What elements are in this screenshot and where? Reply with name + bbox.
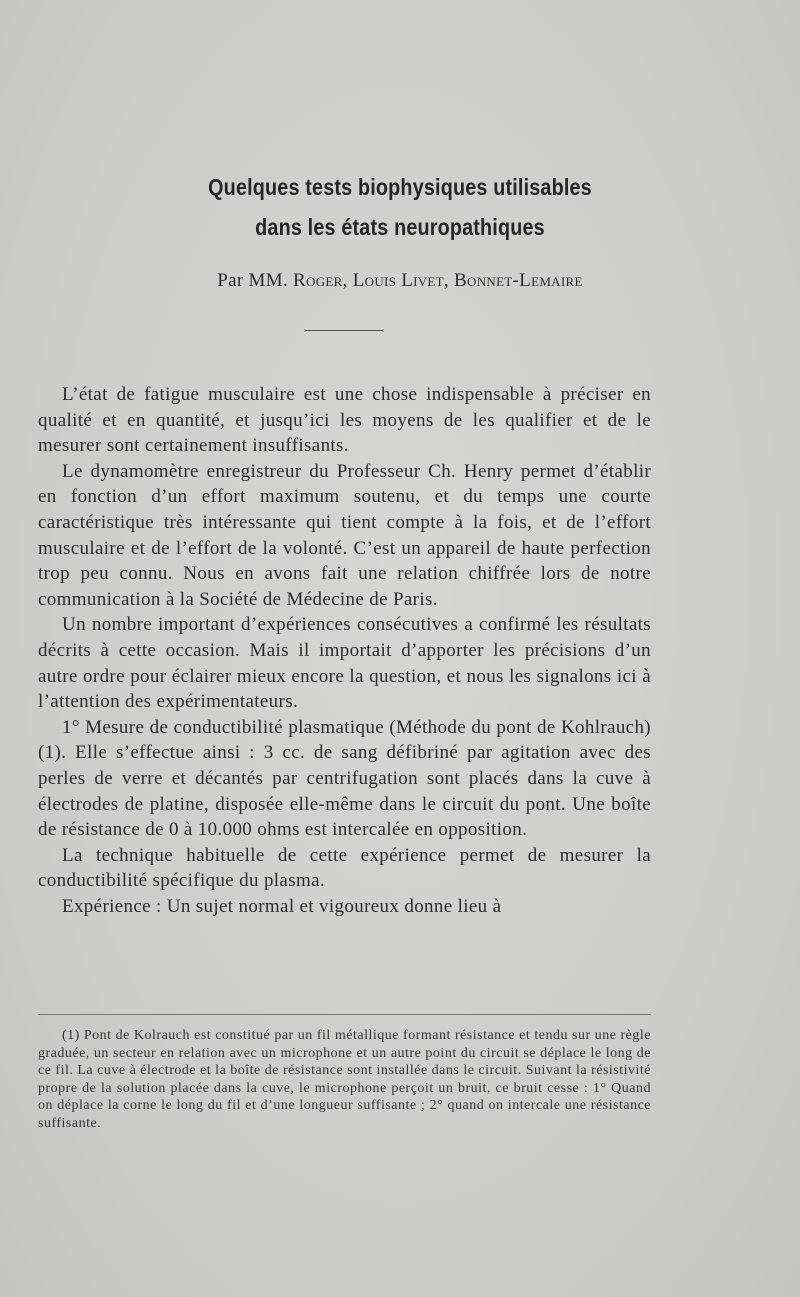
article-title-line-2: dans les états neuropathiques <box>255 214 545 240</box>
body-paragraph: Le dynamomètre enregistreur du Professeur Ch. Henry permet d’établir en fonction d’un effort maximum soutenu, et du temps une courte caractéristique très intéressante qui tient compte à la fois, et de l’effort musculaire et de l’effort de la volonté. C’est un appareil de haute perfection trop peu connu. Nous en avons fait une relation chiffrée lors de notre communication à la Société de Médecine de Paris. <box>38 460 651 610</box>
body-paragraph: La technique habituelle de cette expérience permet de mesurer la conductibilité spécifique du plasma. <box>38 844 651 892</box>
footnote-divider <box>38 1014 651 1015</box>
body-paragraph: Expérience : Un sujet normal et vigoureux donne lieu à <box>62 895 502 917</box>
author-bonnet-lemaire: Bonnet-Lemaire <box>454 270 583 291</box>
article-body <box>38 382 651 919</box>
title-divider <box>305 330 383 331</box>
author-separator: , <box>443 270 455 291</box>
article-authors <box>0 270 800 292</box>
authors-prefix: Par MM. <box>217 270 294 291</box>
article-title-line-1: Quelques tests biophysiques utilisables <box>208 174 592 200</box>
body-paragraph: L’état de fatigue musculaire est une chose indispensable à préciser en qualité et en quantité, et jusqu’ici les moyens de les qualifier et de le mesurer sont certainement insuffisants. <box>38 384 651 457</box>
body-paragraph: Un nombre important d’expériences consécutives a confirmé les résultats décrits à cette occasion. Mais il importait d’apporter les précisions d’un autre ordre pour éclairer mieux encore la question, et nous les signalons ici à l’attention des expérimentateurs. <box>38 614 651 713</box>
footnote: (1) Pont de Kolrauch est constitué par un fil métallique formant résistance et tendu sur une règle graduée, un secteur en relation avec un microphone et un autre point du circuit se déplace le long de ce fil. La cuve à électrode et la boîte de résistance sont installée dans le circuit. Suivant la résistivité propre de la solution placée dans la cuve, le microphone perçoit un bruit, ce bruit cesse : 1° Quand on déplace la corne le long du fil et d’une longueur suffisante ; 2° quand on intercale une résistance suffisante. <box>38 1028 652 1131</box>
author-separator: , <box>342 270 353 291</box>
author-roger: Roger <box>293 270 343 291</box>
body-paragraph: 1° Mesure de conductibilité plasmatique (Méthode du pont de Kohlrauch) (1). Elle s’effectue ainsi : 3 cc. de sang défibriné par agitation avec des perles de verre et décantés par centrifugation sont placés dans la cuve à électrodes de platine, disposée elle-même dans le circuit du pont. Une boîte de résistance de 0 à 10.000 ohms est intercalée en opposition. <box>38 716 651 841</box>
author-livet: Louis Livet <box>352 270 444 291</box>
